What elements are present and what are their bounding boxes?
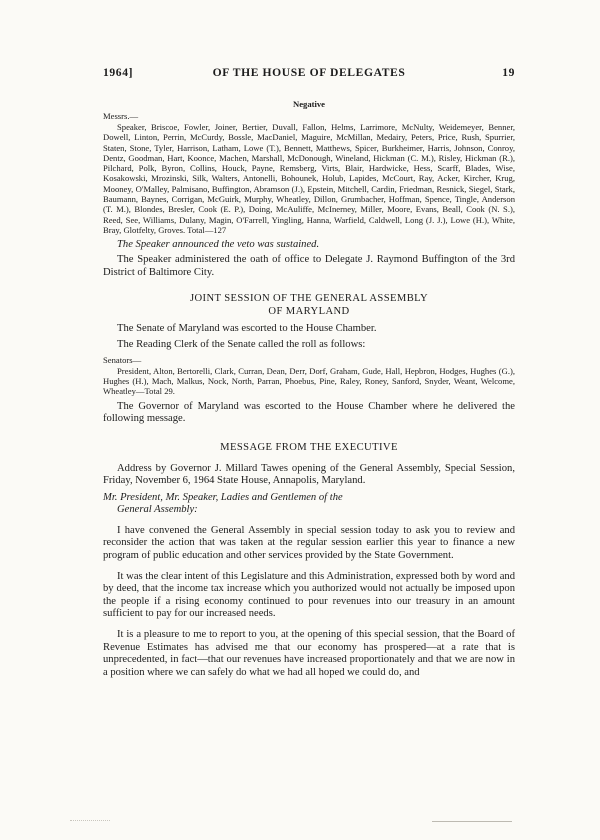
- message-paragraph-1: I have convened the General Assembly in special session today to ask you to review and reconsider the action that was taken at the regular session earlier this year to finance a new program of public education and other services provided by the State Government.: [103, 524, 515, 562]
- salutation-line1: Mr. President, Mr. Speaker, Ladies and Gentlemen of the: [103, 491, 343, 503]
- address-paragraph: Address by Governor J. Millard Tawes opening of the General Assembly, Special Session, Friday, November 6, 1964 State House, Annapolis, Maryland.: [103, 462, 515, 487]
- roll-call-paragraph: The Reading Clerk of the Senate called the roll as follows:: [117, 339, 366, 351]
- message-paragraph-2: It was the clear intent of this Legislature and this Administration, expressed both by word and by deed, that the income tax increase which you authorized would not actually be imposed upon the people if a rising economy continued to pour revenues into our treasury in an amount sufficient to pay for our increased needs.: [103, 570, 515, 620]
- messrs-label: Messrs.—: [103, 111, 139, 121]
- page-body: [103, 99, 515, 679]
- senate-escort-paragraph: The Senate of Maryland was escorted to the House Chamber.: [117, 322, 377, 334]
- joint-session-title-line2: OF MARYLAND: [268, 306, 350, 318]
- senators-label: Senators—: [103, 354, 142, 365]
- header-year: 1964]: [103, 66, 134, 79]
- page-number: 19: [502, 66, 515, 79]
- message-paragraph-3: It is a pleasure to me to report to you, at the opening of this special session, that the Board of Revenue Estimates has advised me that our economy has prospered—at a rate that is unprecedented, in fact—that our revenues have increased proportionately and that we are now in a position where we can safely do what we had all hoped we could do, and: [103, 629, 515, 678]
- governor-escort-paragraph: The Governor of Maryland was escorted to the House Chamber where he delivered the following message.: [103, 400, 515, 425]
- oath-paragraph: The Speaker administered the oath of office to Delegate J. Raymond Buffington of the 3rd District of Baltimore City.: [103, 254, 515, 278]
- message-heading: MESSAGE FROM THE EXECUTIVE: [220, 441, 398, 453]
- negative-vote-names: Speaker, Briscoe, Fowler, Joiner, Bertier, Duvall, Fallon, Helms, Larrimore, McNulty, Weidemeyer, Benner, Dowell, Linton, Perrin, McCurdy, Bossle, MacDaniel, Maguire, McMillan, Medairy, Peters, Price, Rush, Spurrier, Staten, Stone, Tyler, Harrison, Latham, Lowe (T.), Bennett, Matthews, Spicer, Burkheimer, Harris, Johnson, Conroy, Dentz, Goodman, Hart, Koonce, Machen, Marshall, McDonough, Wineland, Hickman (C. M.), Risley, Hickman (R.), Pilchard, Polk, Byron, Collins, Houck, Payne, Remsberg, Virts, Blair, Hardwicke, Hess, Scarff, Blades, Wise, Kosakowski, Mrozinski, Silk, Walters, Antonelli, Bohounek, Holub, Lapides, McCourt, Ray, Acker, Kircher, Krug, Mooney, O'Malley, Palmisano, Buffington, Abramson (J.), Epstein, Mitchell, Cardin, Friedman, Resnick, Siegel, Stark, Baumann, Baynes, Corrigan, McGuirk, Murphy, Wheatley, Dillon, Grumbacher, Hoffman, Spence, Tingle, Anderson (T. M.), Blondes, Bresler, Cook (E. P.), Doing, McAuliffe, McInerney, Miller, Moore, Evans, Beall, Cook (N. S.), Reed, See, Williams, Dulany, Magin, O'Farrell, Yingling, Hanna, Warfield, Caldwell, Long (J. J.), Lowe (H.), White, Bray, Glotfelty, Groves. Total—127: [103, 122, 515, 235]
- salutation-line2: General Assembly:: [117, 504, 198, 516]
- footer-rule: [432, 821, 512, 822]
- negative-heading: Negative: [293, 99, 325, 109]
- footer-mark-left: [70, 820, 110, 821]
- veto-sustained-line: The Speaker announced the veto was sustained.: [117, 239, 320, 251]
- joint-session-heading: [103, 293, 515, 318]
- salutation: [103, 492, 515, 517]
- joint-session-title-line1: JOINT SESSION OF THE GENERAL ASSEMBLY: [189, 293, 429, 305]
- header-title: OF THE HOUSE OF DELEGATES: [212, 66, 406, 79]
- senators-names: President, Alton, Bertorelli, Clark, Curran, Dean, Derr, Dorf, Graham, Gude, Hall, Hepbron, Hodges, Hughes (G.), Hughes (H.), Mach, Malkus, Nock, North, Parran, Phoebus, Pine, Raley, Roney, Sanford, Snyder, Weant, Welcome, Wheatley—Total 29.: [103, 365, 515, 397]
